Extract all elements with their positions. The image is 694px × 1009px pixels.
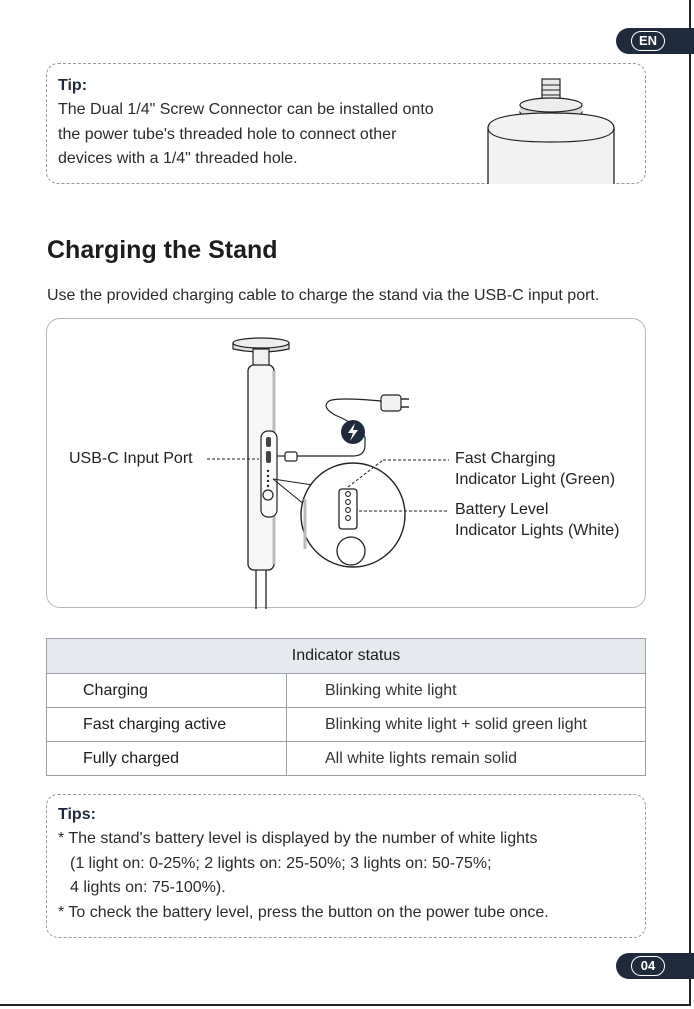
bottom-tip-line: 4 lights on: 75-100%). [70,879,226,896]
bottom-tip-line: (1 light on: 0-25%; 2 lights on: 25-50%; 3 lights on: 50-75%; [70,855,492,872]
fast-charging-callout: Indicator Light (Green) [455,471,616,488]
state-cell: Fully charged [47,742,287,776]
indicator-cell: All white lights remain solid [287,742,646,776]
language-badge [614,28,694,54]
indicator-status-table [46,638,646,776]
top-tip-line: the power tube's threaded hole to connect other [58,126,397,143]
screw-connector-illustration [470,66,640,184]
top-tip-line: devices with a 1/4" threaded hole. [58,150,298,167]
battery-level-callout: Battery Level [455,501,549,518]
indicator-cell: Blinking white light + solid green light [287,708,646,742]
usb-port-callout: USB-C Input Port [69,450,193,467]
charging-diagram [46,318,646,608]
section-intro: Use the provided charging cable to charge the stand via the USB-C input port. [47,287,600,304]
language-badge-label: EN [631,31,665,51]
fast-charging-callout: Fast Charging [455,450,556,467]
bottom-tips-label: Tips: [58,806,96,823]
top-tip-label: Tip: [58,77,88,94]
page-number-badge [614,953,694,979]
indicator-cell: Blinking white light [287,674,646,708]
table-header: Indicator status [47,639,646,674]
battery-level-callout: Indicator Lights (White) [455,522,620,539]
bottom-tip-line: * To check the battery level, press the button on the power tube once. [58,904,549,921]
state-cell: Charging [47,674,287,708]
top-tip-line: The Dual 1/4" Screw Connector can be installed onto [58,101,434,118]
table-row [47,708,646,742]
state-cell: Fast charging active [47,708,287,742]
bottom-tip-line: * The stand's battery level is displayed by the number of white lights [58,830,538,847]
table-row [47,742,646,776]
table-row [47,674,646,708]
page-number: 04 [631,956,665,976]
section-title: Charging the Stand [47,236,278,264]
